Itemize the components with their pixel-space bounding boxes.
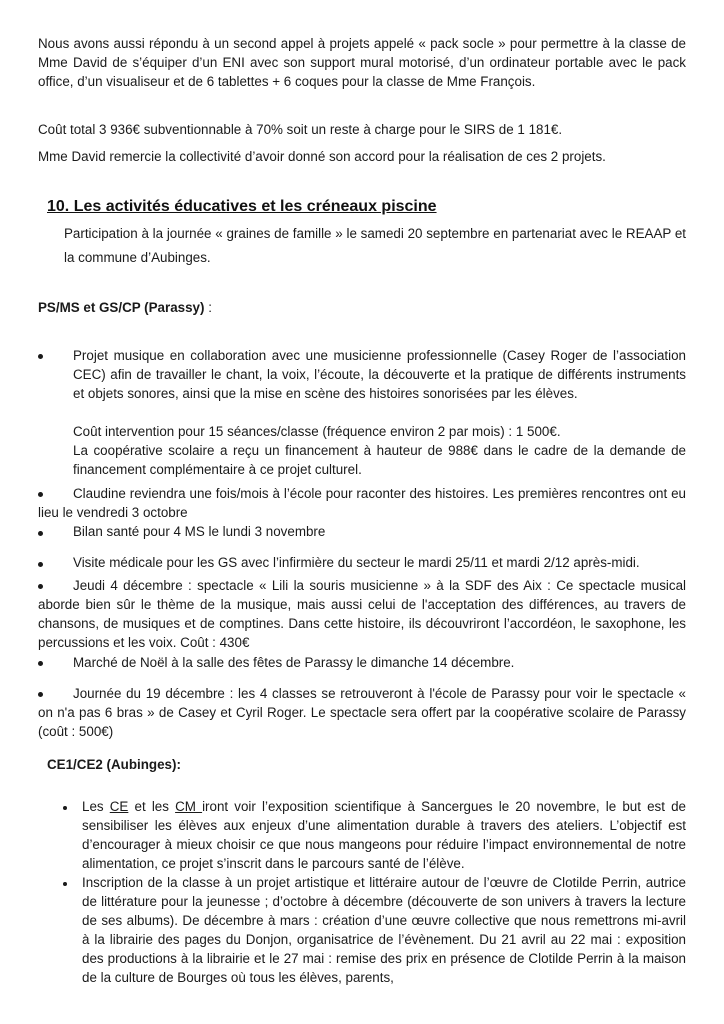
bullet-icon: [38, 531, 43, 536]
aubinges-subheading: CE1/CE2 (Aubinges):: [47, 757, 181, 772]
list-item-text: Claudine reviendra une fois/mois à l’école pour raconter des histoires. Les premières rencontres ont eu lieu le vendredi 3 octobre: [38, 486, 686, 520]
parassy-subheading: [38, 299, 212, 317]
section-intro-paragraph: Participation à la journée « graines de famille » le samedi 20 septembre en partenariat avec le REAAP et la commune d’Aubinges.: [64, 226, 686, 265]
bullet-icon: [38, 354, 43, 359]
list-item-text: [82, 797, 686, 873]
list-item-text: Jeudi 4 décembre : spectacle « Lili la souris musicienne » à la SDF des Aix : Ce spectacle musical aborde bien sûr le thème de la musique, mais aussi celui de l'acceptation des différences, au travers de chansons, de musiques et de comptines. Dans cette histoire, ils découvriront l’accordéon, le saxophone, les percussions et les voix. Coût : 430€: [38, 578, 686, 650]
underlined-cm: CM: [175, 799, 203, 814]
text-prefix: Les: [82, 799, 110, 814]
parassy-subheading-bold: PS/MS et GS/CP (Parassy): [38, 300, 205, 315]
intro-paragraph-pack-socle: Nous avons aussi répondu à un second appel à projets appelé « pack socle » pour permettre à la classe de Mme David de s’équiper d’un ENI avec son support mural motorisé, d’un ordinateur portable avec le pack office, d’un visualiseur et de 6 tablettes + 6 coques pour la classe de Mme François.: [38, 36, 686, 89]
list-item-text: La coopérative scolaire a reçu un financement à hauteur de 988€ dans le cadre de la demande de financement complémentaire à ce projet culturel.: [73, 443, 686, 477]
section-heading: 10. Les activités éducatives et les créneaux piscine: [47, 198, 437, 215]
list-item-text: Journée du 19 décembre : les 4 classes se retrouveront à l'école de Parassy pour voir le spectacle « on n'a pas 6 bras » de Casey et Cyril Roger. Le spectacle sera offert par la coopérative scolaire de Parassy (coût : 500€): [38, 686, 686, 739]
list-item-text: Inscription de la classe à un projet artistique et littéraire autour de l’œuvre de Clotilde Perrin, autrice de littérature pour la jeunesse ; d’octobre à décembre (découverte de son univers à travers la lecture de ses albums). De décembre à mars : création d’une œuvre collective que nous remettrons mi-avril à la librairie des pages du Donjon, organisatrice de l’évènement. Du 21 avril au 22 mai : exposition des productions à la librairie et le 27 mai : remise des prix en présence de Clotilde Perrin à la maison de la culture de Bourges où tous les élèves, parents,: [82, 875, 686, 985]
text-body: iront voir l’exposition scientifique à Sancergues le 20 novembre, le but est de sensibiliser les élèves aux enjeux d’une alimentation durable à travers des ateliers. L’objectif est d’encourager à mieux choisir ce que nous mangeons pour réduire l’impact environnemental de notre alimentation, ce projet s’inscrit dans le parcours santé de l’élève.: [82, 799, 687, 871]
list-item-text: Marché de Noël à la salle des fêtes de Parassy le dimanche 14 décembre.: [73, 655, 515, 670]
bullet-icon: [38, 562, 43, 567]
underlined-ce: CE: [109, 799, 129, 814]
bullet-icon: [63, 806, 67, 810]
list-item-text: Visite médicale pour les GS avec l’infirmière du secteur le mardi 25/11 et mardi 2/12 après-midi.: [73, 555, 640, 570]
intro-paragraph-cost: Coût total 3 936€ subventionnable à 70% soit un reste à charge pour le SIRS de 1 181€.: [38, 122, 563, 137]
list-item-text: Coût intervention pour 15 séances/classe (fréquence environ 2 par mois) : 1 500€.: [73, 424, 561, 439]
bullet-icon: [38, 661, 43, 666]
bullet-icon: [63, 882, 67, 886]
list-item-text: Bilan santé pour 4 MS le lundi 3 novembre: [73, 524, 326, 539]
list-item-text: Projet musique en collaboration avec une musicienne professionnelle (Casey Roger de l’association CEC) afin de travailler le chant, la voix, l’écoute, la découverte et la pratique de différents instruments et objets sonores, ainsi que la mise en scène des histoires sonorisées par les élèves.: [73, 348, 686, 401]
intro-paragraph-thanks: Mme David remercie la collectivité d’avoir donné son accord pour la réalisation de ces 2 projets.: [38, 149, 606, 164]
parassy-subheading-suffix: :: [204, 300, 212, 315]
text-mid: et les: [128, 799, 176, 814]
